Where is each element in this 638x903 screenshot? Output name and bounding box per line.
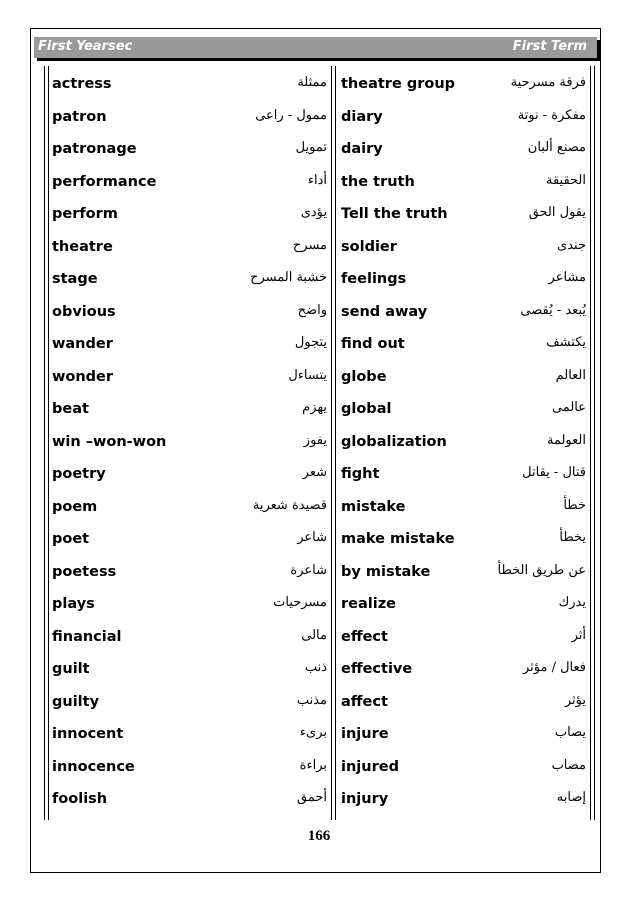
arabic-translation: شاعر bbox=[297, 530, 327, 545]
arabic-translation: فعال / مؤثر bbox=[522, 660, 586, 675]
center-divider-rule bbox=[331, 66, 336, 820]
english-word: fight bbox=[341, 466, 380, 482]
arabic-translation: واضح bbox=[297, 302, 327, 318]
arabic-translation: مالى bbox=[301, 627, 327, 643]
english-word: by mistake bbox=[341, 563, 431, 580]
arabic-translation: يكتشف bbox=[546, 335, 586, 350]
arabic-translation: أحمق bbox=[296, 790, 327, 805]
english-word: the truth bbox=[341, 173, 415, 190]
english-word: plays bbox=[52, 596, 95, 612]
english-word: effective bbox=[341, 661, 413, 677]
arabic-translation: مذنب bbox=[296, 692, 327, 708]
arabic-translation: شعر bbox=[302, 465, 327, 480]
english-word: poetess bbox=[52, 563, 117, 580]
arabic-translation: يقول الحق bbox=[528, 205, 586, 220]
english-word: foolish bbox=[52, 791, 108, 807]
english-word: Tell the truth bbox=[341, 206, 448, 222]
arabic-translation: براءة bbox=[299, 757, 327, 773]
english-word: global bbox=[341, 401, 392, 417]
arabic-translation: جندى bbox=[557, 237, 586, 253]
english-word: send away bbox=[341, 303, 428, 320]
english-word: diary bbox=[341, 108, 383, 125]
english-word: innocent bbox=[52, 726, 124, 742]
arabic-translation: مسرحيات bbox=[273, 595, 327, 610]
english-word: beat bbox=[52, 401, 89, 417]
english-word: patronage bbox=[52, 141, 137, 157]
arabic-translation: يفوز bbox=[303, 432, 327, 448]
english-word: make mistake bbox=[341, 531, 455, 547]
english-word: poem bbox=[52, 498, 98, 515]
english-word: wonder bbox=[52, 368, 114, 385]
arabic-translation: يصاب bbox=[554, 725, 586, 740]
arabic-translation: خطأ bbox=[563, 497, 586, 513]
english-word: obvious bbox=[52, 303, 116, 320]
arabic-translation: يتجول bbox=[294, 335, 327, 350]
header-right-label: First Term bbox=[512, 39, 587, 54]
arabic-translation: ذنب bbox=[304, 660, 327, 675]
arabic-translation: شاعرة bbox=[290, 562, 327, 578]
english-word: poetry bbox=[52, 466, 106, 482]
arabic-translation: عالمى bbox=[551, 400, 586, 415]
arabic-translation: قتال - يقاتل bbox=[522, 465, 586, 480]
english-word: globalization bbox=[341, 433, 447, 450]
arabic-translation: برىء bbox=[299, 725, 327, 740]
arabic-translation: تمويل bbox=[295, 140, 327, 155]
arabic-translation: يخطأ bbox=[559, 530, 586, 545]
arabic-translation: مصاب bbox=[551, 757, 586, 773]
english-word: patron bbox=[52, 108, 107, 125]
arabic-translation: خشبة المسرح bbox=[250, 270, 327, 285]
arabic-translation: يدرك bbox=[558, 595, 586, 610]
arabic-translation: فرقة مسرحية bbox=[510, 75, 586, 90]
english-word: realize bbox=[341, 596, 396, 612]
english-word: performance bbox=[52, 173, 157, 190]
english-word: injure bbox=[341, 726, 389, 742]
arabic-translation: ممول - راعى bbox=[255, 107, 327, 123]
arabic-translation: مشاعر bbox=[548, 270, 586, 285]
english-word: win –won-won bbox=[52, 433, 167, 450]
english-word: perform bbox=[52, 206, 118, 222]
english-word: guilt bbox=[52, 661, 90, 677]
arabic-translation: أداء bbox=[307, 172, 327, 188]
english-word: affect bbox=[341, 693, 388, 710]
english-word: actress bbox=[52, 76, 112, 92]
page-header-bar bbox=[34, 37, 597, 58]
arabic-translation: عن طريق الخطأ bbox=[497, 562, 586, 578]
arabic-translation: يتساءل bbox=[288, 367, 327, 383]
arabic-translation: يؤدى bbox=[300, 205, 327, 220]
english-word: feelings bbox=[341, 271, 407, 287]
english-word: guilty bbox=[52, 693, 100, 710]
english-word: dairy bbox=[341, 141, 383, 157]
english-word: soldier bbox=[341, 238, 397, 255]
arabic-translation: يهزم bbox=[302, 400, 327, 415]
english-word: theatre bbox=[52, 238, 113, 255]
english-word: poet bbox=[52, 531, 90, 547]
header-left-label: First Yearsec bbox=[38, 39, 133, 54]
right-border-rule bbox=[590, 66, 595, 820]
english-word: stage bbox=[52, 271, 98, 287]
arabic-translation: ممثلة bbox=[297, 75, 327, 90]
arabic-translation: العولمة bbox=[546, 432, 586, 448]
arabic-translation: إصابه bbox=[556, 790, 586, 805]
arabic-translation: الحقيقة bbox=[545, 172, 586, 188]
english-word: find out bbox=[341, 336, 405, 352]
arabic-translation: يؤثر bbox=[564, 692, 586, 708]
page-number: 166 bbox=[307, 828, 331, 844]
arabic-translation: مفكرة - نوتة bbox=[517, 107, 586, 123]
english-word: financial bbox=[52, 628, 122, 645]
arabic-translation: قصيدة شعرية bbox=[252, 497, 327, 513]
arabic-translation: مسرح bbox=[292, 237, 327, 253]
arabic-translation: العالم bbox=[555, 367, 586, 383]
arabic-translation: مصنع ألبان bbox=[527, 140, 586, 155]
left-border-rule bbox=[44, 66, 49, 820]
english-word: innocence bbox=[52, 758, 135, 775]
english-word: effect bbox=[341, 628, 388, 645]
english-word: theatre group bbox=[341, 76, 456, 92]
english-word: mistake bbox=[341, 498, 406, 515]
english-word: injury bbox=[341, 791, 389, 807]
english-word: injured bbox=[341, 758, 399, 775]
arabic-translation: يُبعد - يُقصى bbox=[520, 302, 586, 318]
english-word: wander bbox=[52, 336, 113, 352]
english-word: globe bbox=[341, 368, 387, 385]
arabic-translation: أثر bbox=[571, 627, 586, 643]
